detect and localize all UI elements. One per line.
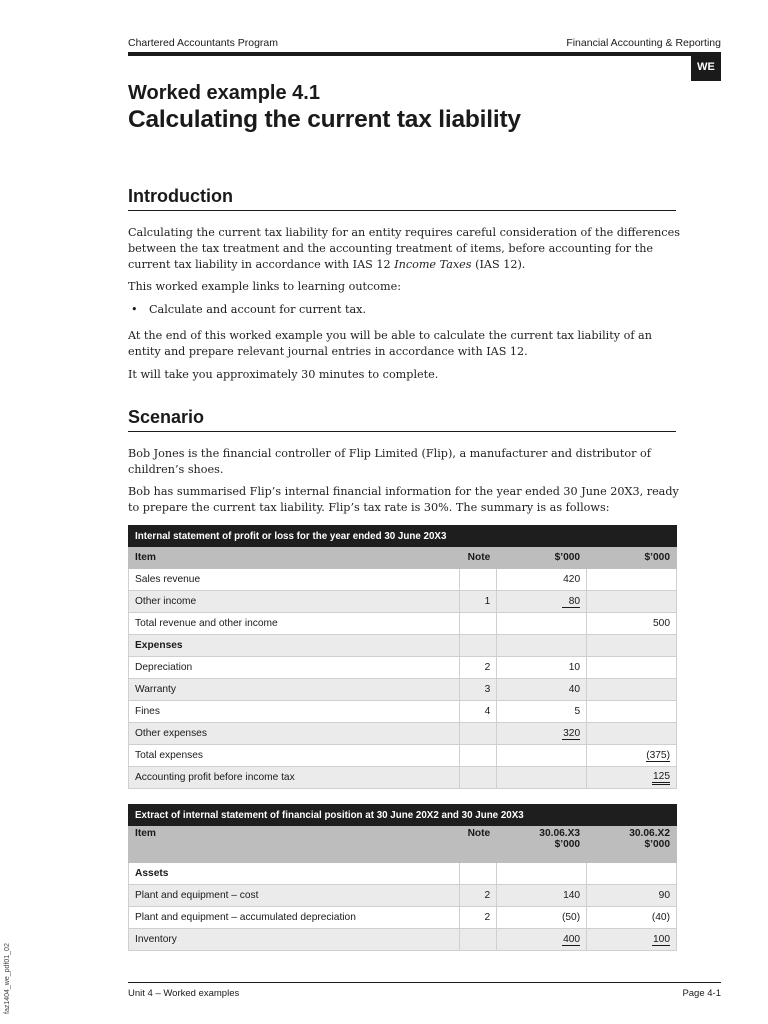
table-row — [129, 613, 677, 635]
row-amount-2 — [587, 701, 677, 723]
row-amount-2 — [587, 745, 677, 767]
row-amount-1 — [497, 635, 587, 657]
table-row — [129, 929, 677, 951]
column-header-item: Item — [129, 547, 460, 569]
intro-paragraph-2: This worked example links to learning outcome: — [128, 280, 402, 293]
row-item: Total expenses — [129, 745, 460, 767]
table-row — [129, 723, 677, 745]
table-caption: Internal statement of profit or loss for the year ended 30 June 20X3 — [129, 526, 677, 547]
underlined-value: 400 — [563, 933, 581, 945]
column-header-date-x2 — [587, 826, 677, 863]
table-row — [129, 767, 677, 789]
row-amount-2: (40) — [587, 907, 677, 929]
table-row — [129, 885, 677, 907]
underlined-value: (375) — [646, 749, 670, 761]
underlined-value: 80 — [562, 596, 580, 608]
row-amount-2 — [587, 723, 677, 745]
intro-p1-text-end: (IAS 12). — [471, 258, 526, 271]
row-amount-2: 90 — [587, 885, 677, 907]
intro-paragraph-1 — [128, 225, 688, 273]
row-amount-1: 420 — [497, 569, 587, 591]
column-header-date: 30.06.X2 — [629, 828, 670, 839]
row-amount-1 — [497, 745, 587, 767]
underlined-value: 100 — [653, 933, 670, 945]
page-number: Page 4-1 — [682, 988, 721, 999]
row-item: Accounting profit before income tax — [129, 767, 460, 789]
profit-or-loss-table — [128, 525, 677, 789]
row-amount-1 — [497, 613, 587, 635]
introduction-heading: Introduction — [128, 186, 676, 211]
header-rule — [128, 52, 721, 56]
running-header — [128, 37, 721, 51]
row-amount-1: 140 — [497, 885, 587, 907]
row-item-section: Expenses — [129, 635, 460, 657]
row-amount-2 — [587, 929, 677, 951]
row-note: 4 — [460, 701, 497, 723]
row-item: Other income — [129, 591, 460, 613]
intro-paragraph-4: It will take you approximately 30 minutes to complete. — [128, 368, 439, 381]
row-amount-1 — [497, 929, 587, 951]
row-amount-2 — [587, 863, 677, 885]
row-note — [460, 569, 497, 591]
row-item: Plant and equipment – accumulated depreciation — [129, 907, 460, 929]
row-amount-2 — [587, 679, 677, 701]
row-item-section: Assets — [129, 863, 460, 885]
row-amount-1: 10 — [497, 657, 587, 679]
worked-example-tab: WE — [691, 54, 721, 81]
row-note: 2 — [460, 657, 497, 679]
row-item: Fines — [129, 701, 460, 723]
column-header-amount-1: $’000 — [497, 547, 587, 569]
row-note: 2 — [460, 885, 497, 907]
learning-outcome-item: • Calculate and account for current tax. — [128, 302, 668, 318]
row-amount-1: (50) — [497, 907, 587, 929]
scenario-paragraph-2: Bob has summarised Flip’s internal financial information for the year ended 30 June 20X3, ready to prepare the current tax liability. Flip’s tax rate is 30%. The summary is as follows: — [128, 485, 679, 514]
footer-rule — [128, 982, 721, 983]
document-code: faz1404_we_pdf01_02 — [4, 943, 11, 1014]
row-amount-1: 40 — [497, 679, 587, 701]
row-item: Plant and equipment – cost — [129, 885, 460, 907]
page-title: Calculating the current tax liability — [128, 106, 521, 133]
row-item: Sales revenue — [129, 569, 460, 591]
column-header-amount-2: $’000 — [587, 547, 677, 569]
row-note: 2 — [460, 907, 497, 929]
intro-p1-standard-name: Income Taxes — [394, 258, 472, 271]
intro-paragraph-3: At the end of this worked example you will be able to calculate the current tax liability of an entity and prepare relevant journal entries in accordance with IAS 12. — [128, 329, 652, 358]
row-note — [460, 929, 497, 951]
row-amount-2 — [587, 635, 677, 657]
table-row — [129, 591, 677, 613]
row-note — [460, 635, 497, 657]
table-row — [129, 907, 677, 929]
row-item: Total revenue and other income — [129, 613, 460, 635]
unit-label: Unit 4 – Worked examples — [128, 988, 240, 999]
column-header-unit: $’000 — [554, 839, 581, 850]
table-row — [129, 635, 677, 657]
subject-name: Financial Accounting & Reporting — [566, 37, 721, 49]
underlined-value: 320 — [563, 727, 581, 739]
column-header-item: Item — [129, 826, 460, 863]
row-amount-2 — [587, 591, 677, 613]
row-amount-2 — [587, 767, 677, 789]
row-item: Other expenses — [129, 723, 460, 745]
row-amount-2 — [587, 569, 677, 591]
column-header-date-x3 — [497, 826, 587, 863]
scenario-heading: Scenario — [128, 407, 676, 432]
scenario-paragraph-1: Bob Jones is the financial controller of Flip Limited (Flip), a manufacturer and distributor of children’s shoes. — [128, 447, 651, 476]
table-caption-row — [129, 805, 677, 826]
financial-position-table — [128, 804, 677, 951]
double-underlined-value: 125 — [652, 771, 670, 785]
column-header-note: Note — [460, 547, 497, 569]
column-header-unit: $’000 — [644, 839, 670, 850]
row-amount-1: 5 — [497, 701, 587, 723]
worked-example-number: Worked example 4.1 — [128, 82, 320, 104]
row-note: 1 — [460, 591, 497, 613]
table-row — [129, 679, 677, 701]
row-note — [460, 745, 497, 767]
row-amount-2: 500 — [587, 613, 677, 635]
row-item: Inventory — [129, 929, 460, 951]
table-row — [129, 569, 677, 591]
row-amount-2 — [587, 657, 677, 679]
table-header-row — [129, 547, 677, 569]
row-amount-1 — [497, 723, 587, 745]
table-row — [129, 701, 677, 723]
row-note — [460, 767, 497, 789]
table-row — [129, 657, 677, 679]
program-name: Chartered Accountants Program — [128, 37, 278, 49]
row-amount-1 — [497, 591, 587, 613]
row-amount-1 — [497, 863, 587, 885]
row-note: 3 — [460, 679, 497, 701]
learning-outcome-list — [128, 302, 668, 318]
row-note — [460, 863, 497, 885]
row-note — [460, 723, 497, 745]
intro-p1-text: Calculating the current tax liability for an entity requires careful consideration of the differences between the tax treatment and the accounting treatment of items, before accounting for the current tax liability in accordance with IAS 12 — [128, 226, 680, 271]
column-header-note: Note — [460, 826, 497, 863]
row-amount-1 — [497, 767, 587, 789]
table-caption-row — [129, 526, 677, 547]
table-caption: Extract of internal statement of financial position at 30 June 20X2 and 30 June 20X3 — [129, 805, 677, 826]
row-item: Depreciation — [129, 657, 460, 679]
row-item: Warranty — [129, 679, 460, 701]
column-header-date: 30.06.X3 — [539, 828, 581, 839]
table-row — [129, 745, 677, 767]
table-header-row — [129, 826, 677, 863]
row-note — [460, 613, 497, 635]
table-row — [129, 863, 677, 885]
